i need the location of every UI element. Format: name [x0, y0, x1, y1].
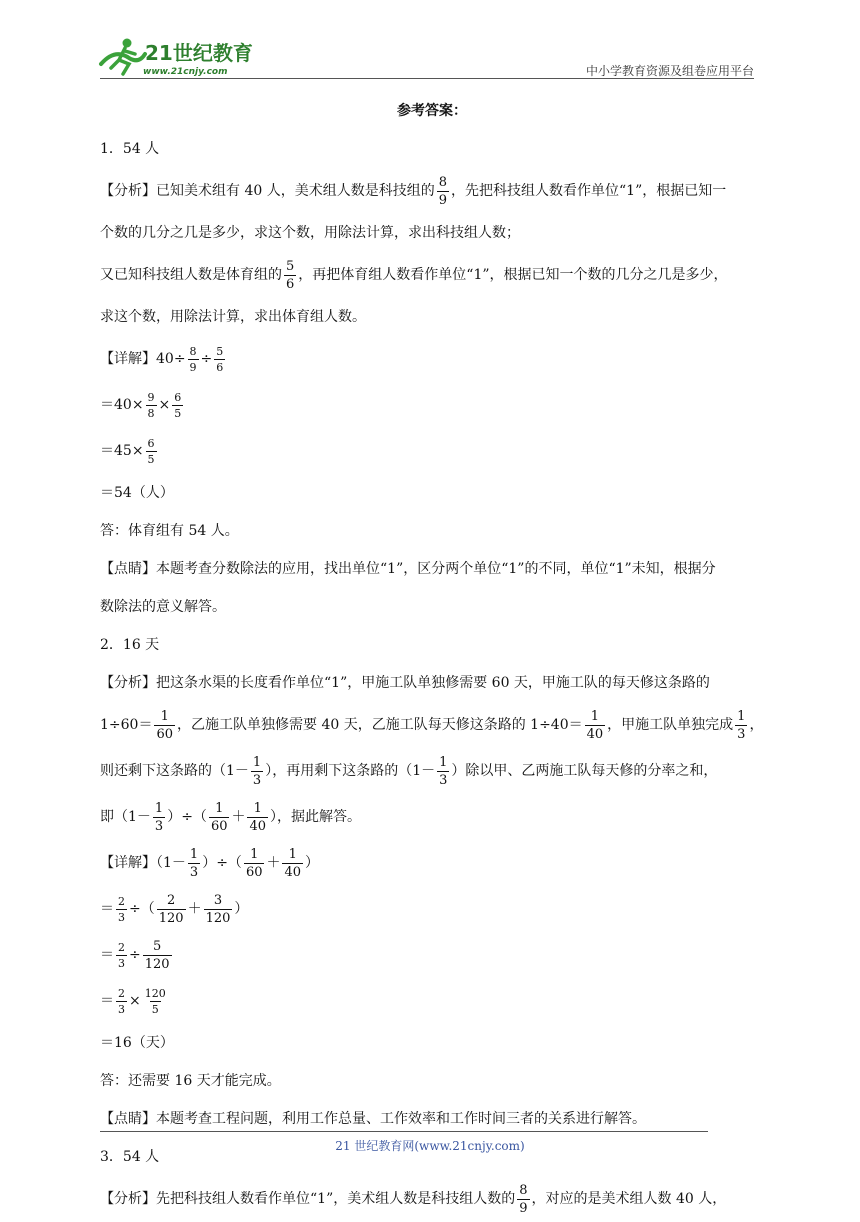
q3-answer: 3．54 人: [100, 1149, 160, 1165]
header-divider: [100, 78, 754, 79]
site-logo: [95, 34, 265, 80]
logo-url: www.21cnjy.com: [143, 67, 228, 77]
q1-detail-step2: ＝40× $\frac{9}{8}$ × $\frac{6}{5}$: [100, 390, 182, 420]
q1-analysis-line1: 【分析】已知美术组有 40 人，美术组人数是科技组的 $\frac{8}{9}$ ，先把科技组人数看作单位“1”，根据已知一: [100, 174, 727, 208]
q2-analysis-line2: 1÷60＝ $\frac{1}{60}$ ，乙施工队单独修需要 40 天，乙施工队每天修这条路的 1÷40＝ $\frac{1}{40}$ ，甲施工队单独完成 $\frac{1}{3}$ ，: [100, 708, 764, 742]
q1-detail-step4: ＝54（人）: [100, 485, 174, 501]
q1-final-answer: 答：体育组有 54 人。: [100, 523, 239, 539]
page-title: 参考答案：: [397, 103, 467, 119]
q2-analysis-line4: 即（1－ $\frac{1}{3}$ ）÷（ $\frac{1}{60}$ ＋ $\frac{1}{40}$ ），据此解答。: [100, 800, 362, 834]
q2-detail-step4: ＝ $\frac{2}{3}$ × $\frac{120}{5}$: [100, 986, 166, 1016]
q2-answer: 2．16 天: [100, 637, 160, 653]
q2-detail-step5: ＝16（天）: [100, 1035, 174, 1051]
answer-content: [100, 92, 764, 1222]
q2-analysis-line1: 【分析】把这条水渠的长度看作单位“1”，甲施工队单独修需要 60 天，甲施工队的每天修这条路的: [100, 675, 710, 691]
q1-analysis-line3: 又已知科技组人数是体育组的 $\frac{5}{6}$ ，再把体育组人数看作单位“1”，根据已知一个数的几分之几是多少，: [100, 258, 728, 292]
q2-detail-step3: ＝ $\frac{2}{3}$ ÷ $\frac{5}{120}$: [100, 938, 170, 972]
q2-detail-step1: 【详解】（1－ $\frac{1}{3}$ ）÷（ $\frac{1}{60}$ ＋ $\frac{1}{40}$ ）: [100, 846, 320, 880]
footer-divider: [100, 1131, 708, 1132]
q2-detail-step2: ＝ $\frac{2}{3}$ ÷（ $\frac{2}{120}$ ＋ $\frac{3}{120}$ ）: [100, 892, 249, 926]
q1-detail-step1: 【详解】40÷ $\frac{8}{9}$ ÷ $\frac{5}{6}$: [100, 344, 224, 374]
q1-analysis-line2: 个数的几分之几是多少，求这个数，用除法计算，求出科技组人数；: [100, 225, 520, 241]
logo-text: 21世纪教育: [145, 41, 253, 65]
q1-answer: 1．54 人: [100, 141, 160, 157]
footer-link[interactable]: 21 世纪教育网(www.21cnjy.com): [335, 1139, 525, 1153]
q2-final-answer: 答：还需要 16 天才能完成。: [100, 1073, 281, 1089]
q2-comment-line1: 【点睛】本题考查工程问题，利用工作总量、工作效率和工作时间三者的关系进行解答。: [100, 1111, 646, 1127]
q1-comment-line1: 【点睛】本题考查分数除法的应用，找出单位“1”，区分两个单位“1”的不同，单位“1”未知，根据分: [100, 561, 716, 577]
q2-analysis-line3: 则还剩下这条路的（1－ $\frac{1}{3}$ ），再用剩下这条路的（1－ $\frac{1}{3}$ ）除以甲、乙两施工队每天修的分率之和，: [100, 754, 718, 788]
q3-analysis-line1: 【分析】先把科技组人数看作单位“1”，美术组人数是科技组人数的 $\frac{8}{9}$ ，对应的是美术组人数 40 人，: [100, 1182, 727, 1216]
q1-comment-line2: 数除法的意义解答。: [100, 599, 226, 615]
q1-detail-step3: ＝45× $\frac{6}{5}$: [100, 436, 155, 466]
q1-analysis-line4: 求这个数，用除法计算，求出体育组人数。: [100, 309, 366, 325]
platform-name: 中小学教育资源及组卷应用平台: [585, 64, 754, 78]
